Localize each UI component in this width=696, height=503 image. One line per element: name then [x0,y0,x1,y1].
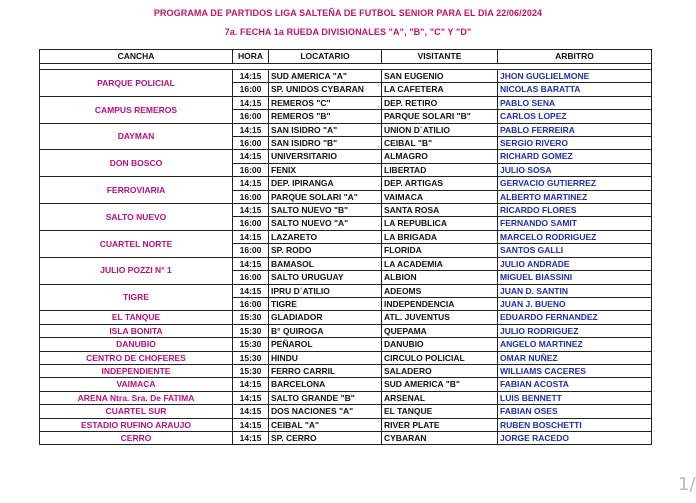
visitante-cell: VAIMACA [382,190,498,203]
header-row [40,50,652,64]
locatario-cell: BAMASOL [269,257,382,270]
visitante-cell: ATL. JUVENTUS [382,311,498,324]
table-row [40,284,652,297]
arbitro-cell: JUAN J. BUENO [498,297,652,310]
visitante-cell: INDEPENDENCIA [382,297,498,310]
cancha-cell: SALTO NUEVO [40,204,233,231]
arbitro-cell: RUBEN BOSCHETTI [498,418,652,431]
hora-cell: 16:00 [233,137,269,150]
header-locatario: LOCATARIO [269,50,382,64]
cancha-cell: CAMPUS REMEROS [40,96,233,123]
cancha-cell: DON BOSCO [40,150,233,177]
table-row [40,70,652,83]
arbitro-cell: FABIAN OSES [498,405,652,418]
hora-cell: 14:15 [233,378,269,391]
hora-cell: 16:00 [233,83,269,96]
hora-cell: 14:15 [233,257,269,270]
hora-cell: 16:00 [233,190,269,203]
cancha-cell: EL TANQUE [40,311,233,324]
arbitro-cell: JULIO SOSA [498,163,652,176]
arbitro-cell: GERVACIO GUTIERREZ [498,177,652,190]
cancha-cell: DANUBIO [40,338,233,351]
page-title: PROGRAMA DE PARTIDOS LIGA SALTEÑA DE FUTBOL SENIOR PARA EL DIA 22/06/2024 [153,8,543,18]
locatario-cell: CEIBAL "A" [269,418,382,431]
hora-cell: 14:15 [233,96,269,109]
locatario-cell: BARCELONA [269,378,382,391]
locatario-cell: SUD AMERICA "A" [269,70,382,83]
arbitro-cell: JHON GUGLIELMONE [498,70,652,83]
table-row [40,311,652,324]
locatario-cell: REMEROS "C" [269,96,382,109]
arbitro-cell: CARLOS LOPEZ [498,110,652,123]
hora-cell: 16:00 [233,110,269,123]
visitante-cell: QUEPAMA [382,324,498,337]
header-hora: HORA [233,50,269,64]
table-row [40,431,652,444]
hora-cell: 16:00 [233,163,269,176]
hora-cell: 14:15 [233,418,269,431]
visitante-cell: CIRCULO POLICIAL [382,351,498,364]
arbitro-cell: PABLO SENA [498,96,652,109]
table-row [40,378,652,391]
hora-cell: 14:15 [233,204,269,217]
locatario-cell: DOS NACIONES "A" [269,405,382,418]
cancha-cell: VAIMACA [40,378,233,391]
hora-cell: 14:15 [233,177,269,190]
visitante-cell: ALMAGRO [382,150,498,163]
visitante-cell: LA BRIGADA [382,230,498,243]
arbitro-cell: ALBERTO MARTINEZ [498,190,652,203]
visitante-cell: ADEOMS [382,284,498,297]
table-row [40,150,652,163]
arbitro-cell: OMAR NUÑEZ [498,351,652,364]
locatario-cell: SP. UNIDOS CYBARAN [269,83,382,96]
locatario-cell: SAN ISIDRO "B" [269,137,382,150]
hora-cell: 14:15 [233,391,269,404]
visitante-cell: UNION D´ATILIO [382,123,498,136]
hora-cell: 14:15 [233,405,269,418]
visitante-cell: SAN EUGENIO [382,70,498,83]
locatario-cell: SP. CERRO [269,431,382,444]
visitante-cell: CYBARAN [382,431,498,444]
locatario-cell: GLADIADOR [269,311,382,324]
locatario-cell: B° QUIROGA [269,324,382,337]
cancha-cell: TIGRE [40,284,233,311]
locatario-cell: PEÑAROL [269,338,382,351]
arbitro-cell: FERNANDO SAMIT [498,217,652,230]
cancha-cell: ARENA Ntra. Sra. De FATIMA [40,391,233,404]
arbitro-cell: ANGELO MARTINEZ [498,338,652,351]
table-row [40,123,652,136]
arbitro-cell: MARCELO RODRIGUEZ [498,230,652,243]
cancha-cell: CUARTEL SUR [40,405,233,418]
visitante-cell: SANTA ROSA [382,204,498,217]
arbitro-cell: MIGUEL BIASSINI [498,271,652,284]
hora-cell: 16:00 [233,244,269,257]
visitante-cell: DANUBIO [382,338,498,351]
hora-cell: 15:30 [233,311,269,324]
arbitro-cell: FABIAN ACOSTA [498,378,652,391]
visitante-cell: LA REPUBLICA [382,217,498,230]
locatario-cell: IPRU D´ATILIO [269,284,382,297]
locatario-cell: FENIX [269,163,382,176]
cancha-cell: INDEPENDIENTE [40,364,233,377]
visitante-cell: LIBERTAD [382,163,498,176]
table-row [40,204,652,217]
table-row [40,418,652,431]
visitante-cell: DEP. RETIRO [382,96,498,109]
table-row [40,230,652,243]
hora-cell: 14:15 [233,230,269,243]
locatario-cell: DEP. IPIRANGA [269,177,382,190]
visitante-cell: RIVER PLATE [382,418,498,431]
schedule-table [39,49,652,445]
table-row [40,324,652,337]
cancha-cell: CERRO [40,431,233,444]
cancha-cell: CENTRO DE CHOFERES [40,351,233,364]
cancha-cell: FERROVIARIA [40,177,233,204]
hora-cell: 14:15 [233,431,269,444]
table-row [40,364,652,377]
arbitro-cell: PABLO FERREIRA [498,123,652,136]
visitante-cell: ARSENAL [382,391,498,404]
hora-cell: 14:15 [233,70,269,83]
hora-cell: 16:00 [233,271,269,284]
cancha-cell: CUARTEL NORTE [40,230,233,257]
header-arbitro: ARBITRO [498,50,652,64]
arbitro-cell: RICARDO FLORES [498,204,652,217]
arbitro-cell: NICOLAS BARATTA [498,83,652,96]
arbitro-cell: JORGE RACEDO [498,431,652,444]
arbitro-cell: SERGIO RIVERO [498,137,652,150]
locatario-cell: FERRO CARRIL [269,364,382,377]
visitante-cell: SALADERO [382,364,498,377]
table-row [40,177,652,190]
table-row [40,391,652,404]
table-row [40,405,652,418]
arbitro-cell: JULIO RODRIGUEZ [498,324,652,337]
hora-cell: 14:15 [233,123,269,136]
arbitro-cell: EDUARDO FERNANDEZ [498,311,652,324]
visitante-cell: PARQUE SOLARI "B" [382,110,498,123]
cancha-cell: PARQUE POLICIAL [40,70,233,97]
hora-cell: 14:15 [233,150,269,163]
locatario-cell: SP. RODO [269,244,382,257]
hora-cell: 16:00 [233,217,269,230]
hora-cell: 15:30 [233,364,269,377]
table-row [40,351,652,364]
locatario-cell: SALTO NUEVO "A" [269,217,382,230]
page-subtitle: 7a. FECHA 1a RUEDA DIVISIONALES "A", "B", "C" Y "D" [224,27,472,37]
locatario-cell: SAN ISIDRO "A" [269,123,382,136]
table-row [40,338,652,351]
visitante-cell: ALBION [382,271,498,284]
visitante-cell: DEP. ARTIGAS [382,177,498,190]
arbitro-cell: RICHARD GOMEZ [498,150,652,163]
locatario-cell: HINDU [269,351,382,364]
cancha-cell: DAYMAN [40,123,233,150]
cancha-cell: ISLA BONITA [40,324,233,337]
page-marker: 1/ [678,474,696,495]
locatario-cell: PARQUE SOLARI "A" [269,190,382,203]
locatario-cell: UNIVERSITARIO [269,150,382,163]
visitante-cell: EL TANQUE [382,405,498,418]
visitante-cell: CEIBAL "B" [382,137,498,150]
locatario-cell: SALTO NUEVO "B" [269,204,382,217]
hora-cell: 14:15 [233,284,269,297]
table-row [40,257,652,270]
locatario-cell: LAZARETO [269,230,382,243]
cancha-cell: JULIO POZZI N° 1 [40,257,233,284]
arbitro-cell: JULIO ANDRADE [498,257,652,270]
table-row [40,96,652,109]
arbitro-cell: JUAN D. SANTIN [498,284,652,297]
hora-cell: 15:30 [233,351,269,364]
cancha-cell: ESTADIO RUFINO ARAUJO [40,418,233,431]
schedule-body [40,70,652,445]
header-visitante: VISITANTE [382,50,498,64]
hora-cell: 15:30 [233,338,269,351]
locatario-cell: SALTO URUGUAY [269,271,382,284]
hora-cell: 16:00 [233,297,269,310]
visitante-cell: SUD AMERICA "B" [382,378,498,391]
header-cancha: CANCHA [40,50,233,64]
visitante-cell: LA ACADEMIA [382,257,498,270]
arbitro-cell: SANTOS GALLI [498,244,652,257]
locatario-cell: SALTO GRANDE "B" [269,391,382,404]
visitante-cell: FLORIDA [382,244,498,257]
locatario-cell: REMEROS "B" [269,110,382,123]
hora-cell: 15:30 [233,324,269,337]
visitante-cell: LA CAFETERA [382,83,498,96]
arbitro-cell: LUIS BENNETT [498,391,652,404]
locatario-cell: TIGRE [269,297,382,310]
arbitro-cell: WILLIAMS CACERES [498,364,652,377]
